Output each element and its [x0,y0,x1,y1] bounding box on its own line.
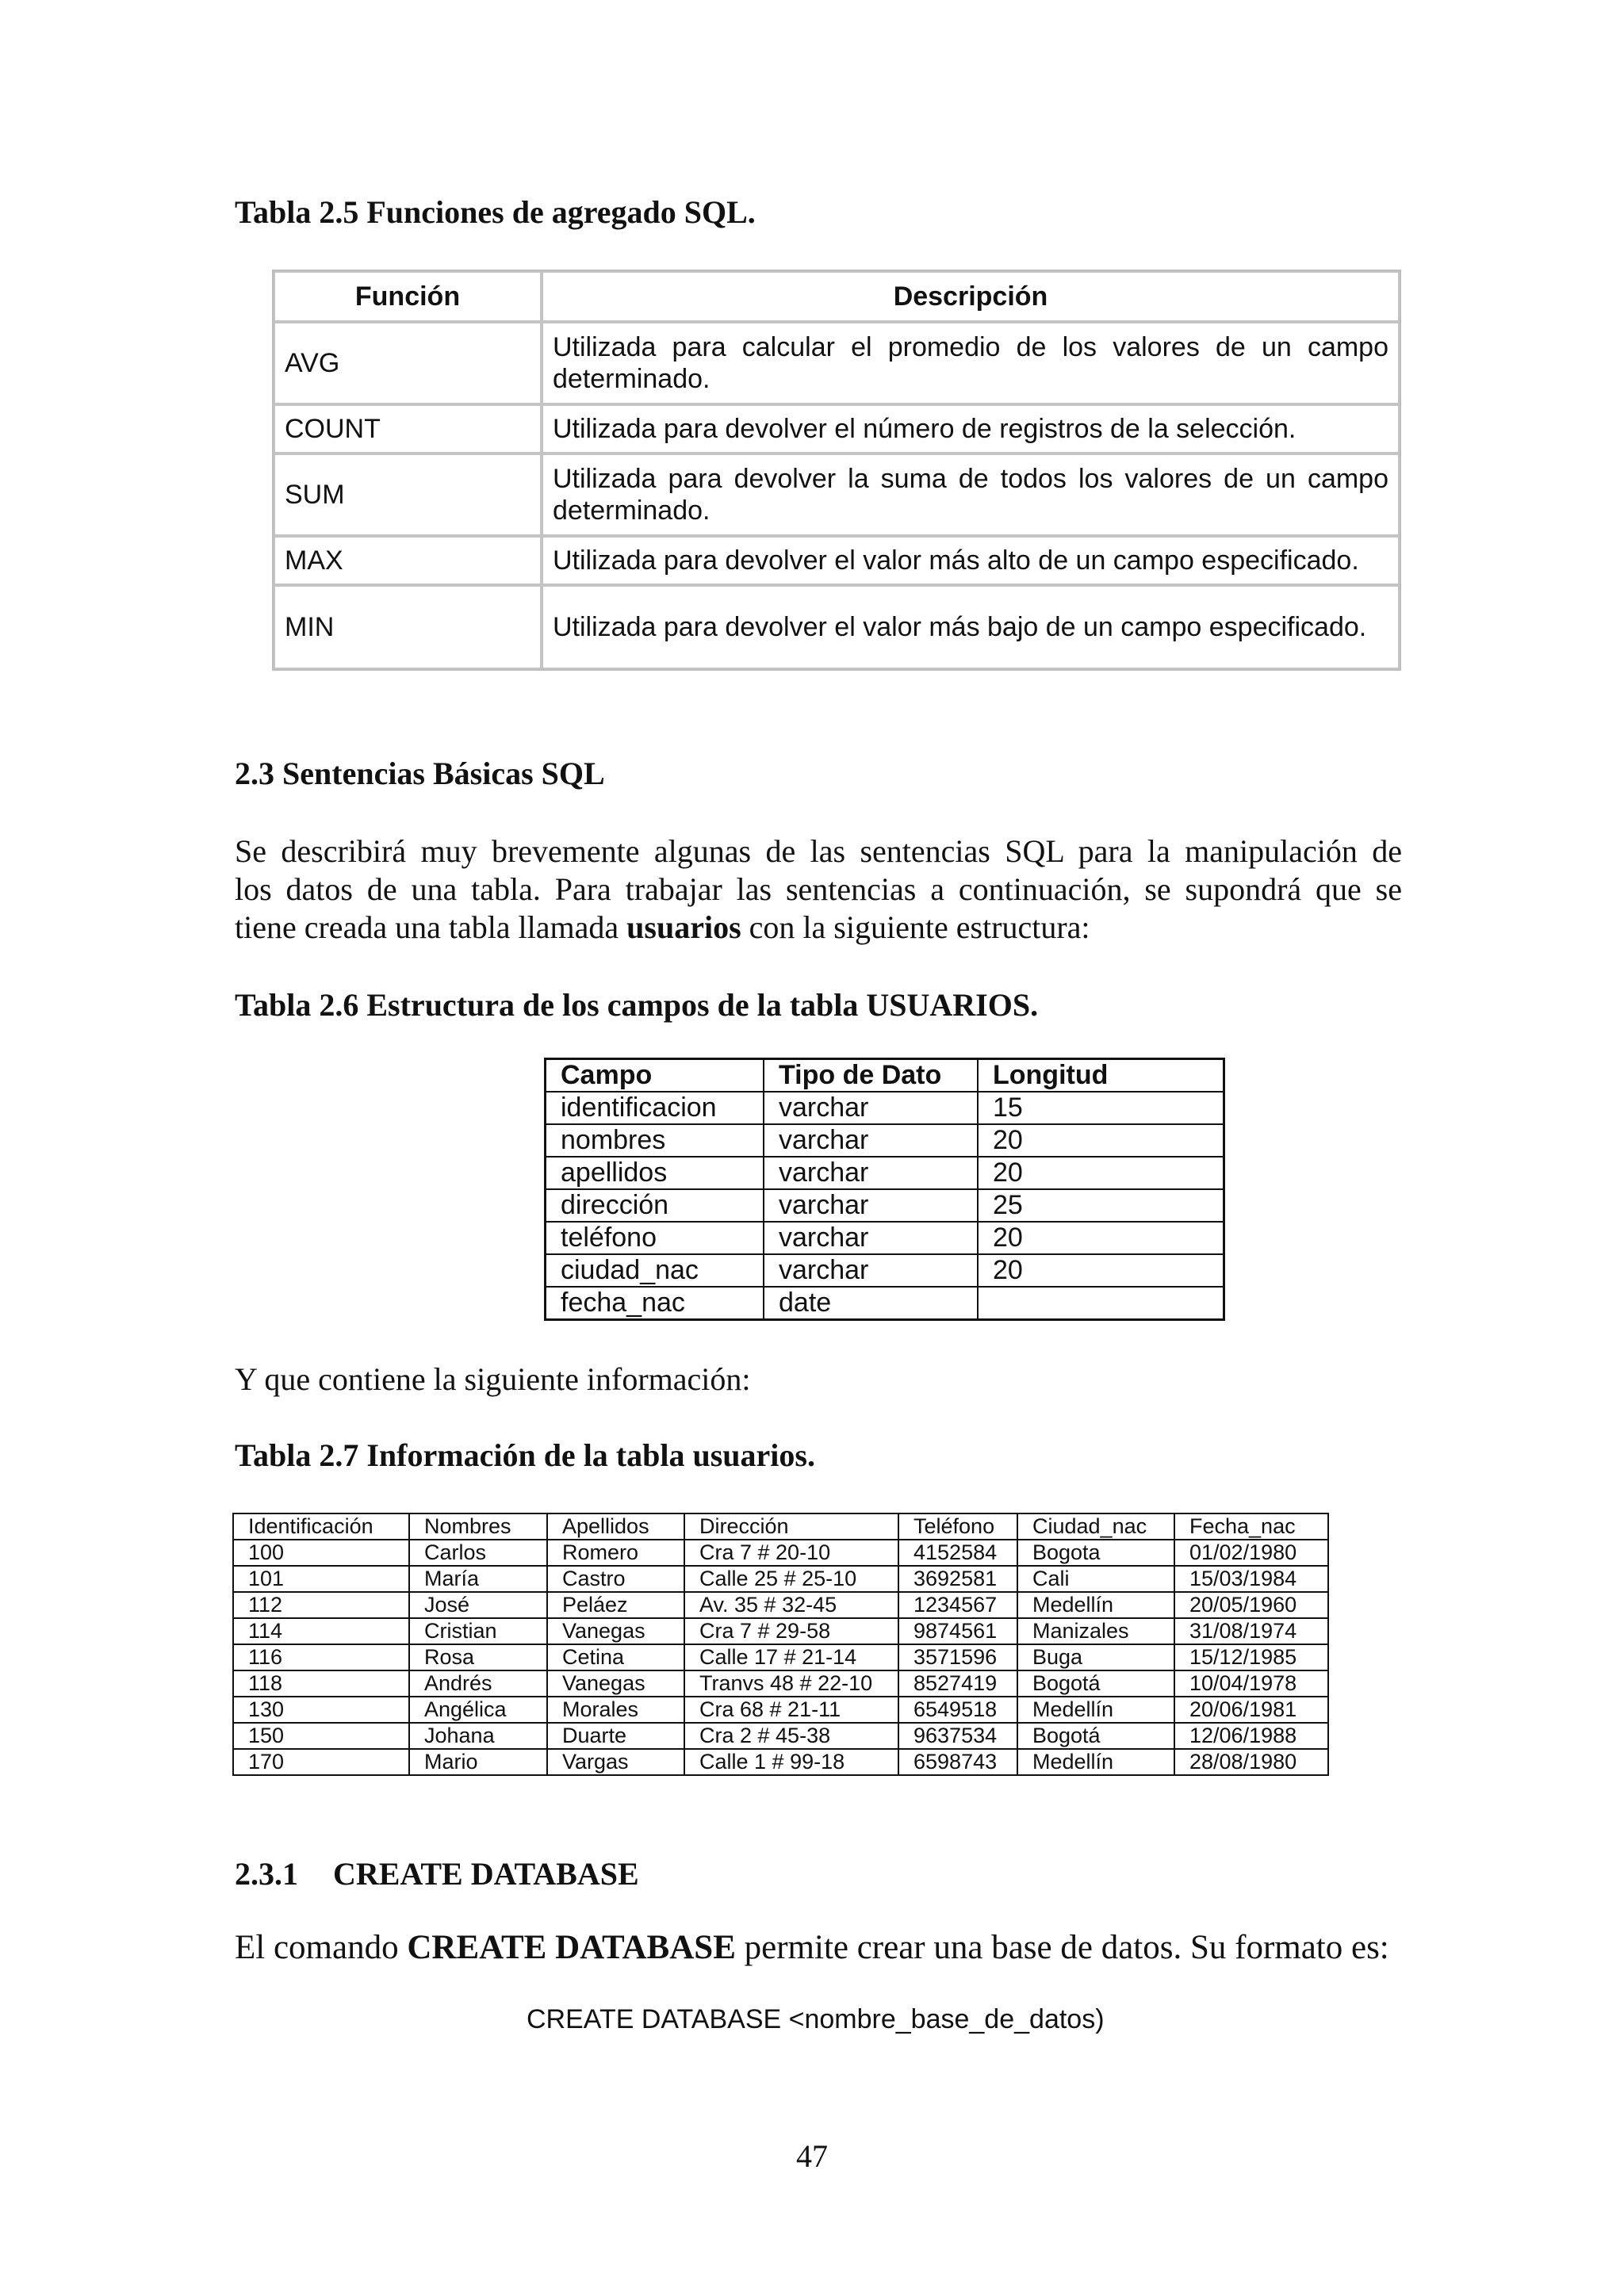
table-cell: Bogotá [1017,1723,1174,1749]
table-cell: Bogotá [1017,1670,1174,1697]
table-cell: 150 [233,1723,409,1749]
table-cell: 8527419 [898,1670,1017,1697]
table-cell: Johana [409,1723,547,1749]
table-cell: Romero [547,1540,684,1566]
table-cell: nombres [546,1124,764,1157]
table-2-5-caption: Tabla 2.5 Funciones de agregado SQL. [235,194,756,230]
table-row [233,1540,1328,1566]
function-description: Utilizada para devolver el valor más alto de un campo especificado. [542,536,1400,585]
table-row [233,1670,1328,1697]
table-row [274,453,1400,536]
table-row [546,1254,1224,1287]
table-cell: Cra 7 # 20-10 [684,1540,898,1566]
code-syntax-line: CREATE DATABASE <nombre_base_de_datos) [527,2004,1105,2034]
function-name: SUM [274,453,542,536]
page-number: 47 [796,2138,828,2174]
table-cell: Buga [1017,1644,1174,1670]
paragraph-line [235,909,1402,947]
table-row [546,1222,1224,1254]
table-row [546,1124,1224,1157]
subsection-title: CREATE DATABASE [333,1856,639,1892]
table-cell: Duarte [547,1723,684,1749]
table-cell: Cristian [409,1618,547,1644]
table-cell: Calle 25 # 25-10 [684,1566,898,1592]
table-cell: 1234567 [898,1592,1017,1618]
table-cell: identificacion [546,1092,764,1124]
table-cell: 20 [978,1157,1224,1189]
table-cell: Tranvs 48 # 22-10 [684,1670,898,1697]
paragraph-line: los datos de una tabla. Para trabajar las sentencias a continuación, se supondrá que se [235,871,1402,907]
table-row [233,1697,1328,1723]
table-cell: 4152584 [898,1540,1017,1566]
column-header: Dirección [684,1513,898,1540]
table-header-row [274,271,1400,322]
table-cell: Cra 2 # 45-38 [684,1723,898,1749]
bold-command: CREATE DATABASE [407,1929,736,1966]
function-description: Utilizada para devolver el número de registros de la selección. [542,404,1400,453]
table-cell: 28/08/1980 [1174,1749,1328,1775]
table-cell: Bogota [1017,1540,1174,1566]
column-header: Teléfono [898,1513,1017,1540]
table-cell: Calle 17 # 21-14 [684,1644,898,1670]
table-cell: 20 [978,1254,1224,1287]
function-description: Utilizada para devolver la suma de todos los valores de un campo determinado. [542,453,1400,536]
table-cell: 100 [233,1540,409,1566]
table-cell: 20/06/1981 [1174,1697,1328,1723]
text-span: con la siguiente estructura: [741,909,1090,945]
function-name: AVG [274,322,542,404]
users-structure-table [544,1058,1225,1321]
subsection-number: 2.3.1 [235,1856,298,1892]
contains-text: Y que contiene la siguiente información: [235,1361,751,1397]
create-database-paragraph [235,1928,1389,1967]
table-cell: Cetina [547,1644,684,1670]
table-cell: Manizales [1017,1618,1174,1644]
table-cell: Medellín [1017,1749,1174,1775]
table-cell: 116 [233,1644,409,1670]
column-header: Identificación [233,1513,409,1540]
table-cell: Castro [547,1566,684,1592]
table-row [546,1189,1224,1222]
table-cell: 01/02/1980 [1174,1540,1328,1566]
table-cell: 20 [978,1222,1224,1254]
table-cell: Mario [409,1749,547,1775]
subsection-heading [235,1855,639,1892]
table-row [546,1092,1224,1124]
table-cell: varchar [764,1254,978,1287]
table-cell: 31/08/1974 [1174,1618,1328,1644]
table-cell: 9874561 [898,1618,1017,1644]
table-row [233,1644,1328,1670]
table-cell: Carlos [409,1540,547,1566]
table-cell: 3692581 [898,1566,1017,1592]
text-span: tiene creada una tabla llamada [235,909,627,945]
table-cell: Medellín [1017,1592,1174,1618]
table-row [233,1723,1328,1749]
function-description: Utilizada para devolver el valor más bajo de un campo especificado. [542,585,1400,669]
table-cell: Morales [547,1697,684,1723]
table-cell: varchar [764,1092,978,1124]
intro-paragraph [235,832,1402,947]
table-cell: apellidos [546,1157,764,1189]
table-cell: 6598743 [898,1749,1017,1775]
table-cell: 25 [978,1189,1224,1222]
table-cell: Vargas [547,1749,684,1775]
table-cell: Peláez [547,1592,684,1618]
table-cell: 101 [233,1566,409,1592]
table-cell: teléfono [546,1222,764,1254]
table-row [274,322,1400,404]
table-row [233,1592,1328,1618]
text-span: El comando [235,1929,408,1966]
text-span: permite crear una base de datos. Su formato es: [735,1929,1389,1966]
table-cell: 20 [978,1124,1224,1157]
table-cell: 3571596 [898,1644,1017,1670]
table-cell: 114 [233,1618,409,1644]
table-cell: 130 [233,1697,409,1723]
table-cell: José [409,1592,547,1618]
table-row [274,404,1400,453]
table-cell: ciudad_nac [546,1254,764,1287]
paragraph-line: Se describirá muy brevemente algunas de las sentencias SQL para la manipulación de [235,833,1402,869]
column-header: Tipo de Dato [764,1059,978,1093]
table-cell: varchar [764,1124,978,1157]
table-header-row [546,1059,1224,1093]
table-cell: 118 [233,1670,409,1697]
column-header-description: Descripción [542,271,1400,322]
table-cell: varchar [764,1157,978,1189]
users-data-table [232,1513,1329,1776]
table-row [274,536,1400,585]
table-row [546,1287,1224,1320]
column-header: Nombres [409,1513,547,1540]
table-cell: 15 [978,1092,1224,1124]
table-cell: date [764,1287,978,1320]
table-row [546,1157,1224,1189]
table-cell: 20/05/1960 [1174,1592,1328,1618]
table-cell: Rosa [409,1644,547,1670]
column-header: Ciudad_nac [1017,1513,1174,1540]
table-cell: Calle 1 # 99-18 [684,1749,898,1775]
table-cell: Cra 68 # 21-11 [684,1697,898,1723]
table-cell: Av. 35 # 32-45 [684,1592,898,1618]
table-2-7-caption: Tabla 2.7 Información de la tabla usuarios. [235,1437,815,1473]
table-cell: 6549518 [898,1697,1017,1723]
aggregate-functions-table [272,270,1401,671]
table-cell: Cra 7 # 29-58 [684,1618,898,1644]
table-row [233,1566,1328,1592]
table-cell: Angélica [409,1697,547,1723]
function-name: MAX [274,536,542,585]
bold-table-name: usuarios [626,909,741,945]
column-header-function: Función [274,271,542,322]
table-cell: fecha_nac [546,1287,764,1320]
column-header: Campo [546,1059,764,1093]
table-cell: 112 [233,1592,409,1618]
table-cell: 15/12/1985 [1174,1644,1328,1670]
table-cell: 12/06/1988 [1174,1723,1328,1749]
table-cell: varchar [764,1189,978,1222]
table-cell: Cali [1017,1566,1174,1592]
table-cell: 9637534 [898,1723,1017,1749]
table-cell: 170 [233,1749,409,1775]
table-row [274,585,1400,669]
column-header: Longitud [978,1059,1224,1093]
table-header-row [233,1513,1328,1540]
table-cell: Andrés [409,1670,547,1697]
table-cell: María [409,1566,547,1592]
column-header: Apellidos [547,1513,684,1540]
table-row [233,1618,1328,1644]
table-cell: varchar [764,1222,978,1254]
column-header: Fecha_nac [1174,1513,1328,1540]
function-name: COUNT [274,404,542,453]
table-cell [978,1287,1224,1320]
table-cell: dirección [546,1189,764,1222]
table-cell: Medellín [1017,1697,1174,1723]
table-2-6-caption: Tabla 2.6 Estructura de los campos de la tabla USUARIOS. [235,987,1039,1023]
function-description: Utilizada para calcular el promedio de los valores de un campo determinado. [542,322,1400,404]
table-cell: 10/04/1978 [1174,1670,1328,1697]
table-row [233,1749,1328,1775]
table-cell: Vanegas [547,1670,684,1697]
section-heading: 2.3 Sentencias Básicas SQL [235,756,605,791]
table-cell: Vanegas [547,1618,684,1644]
function-name: MIN [274,585,542,669]
table-cell: 15/03/1984 [1174,1566,1328,1592]
